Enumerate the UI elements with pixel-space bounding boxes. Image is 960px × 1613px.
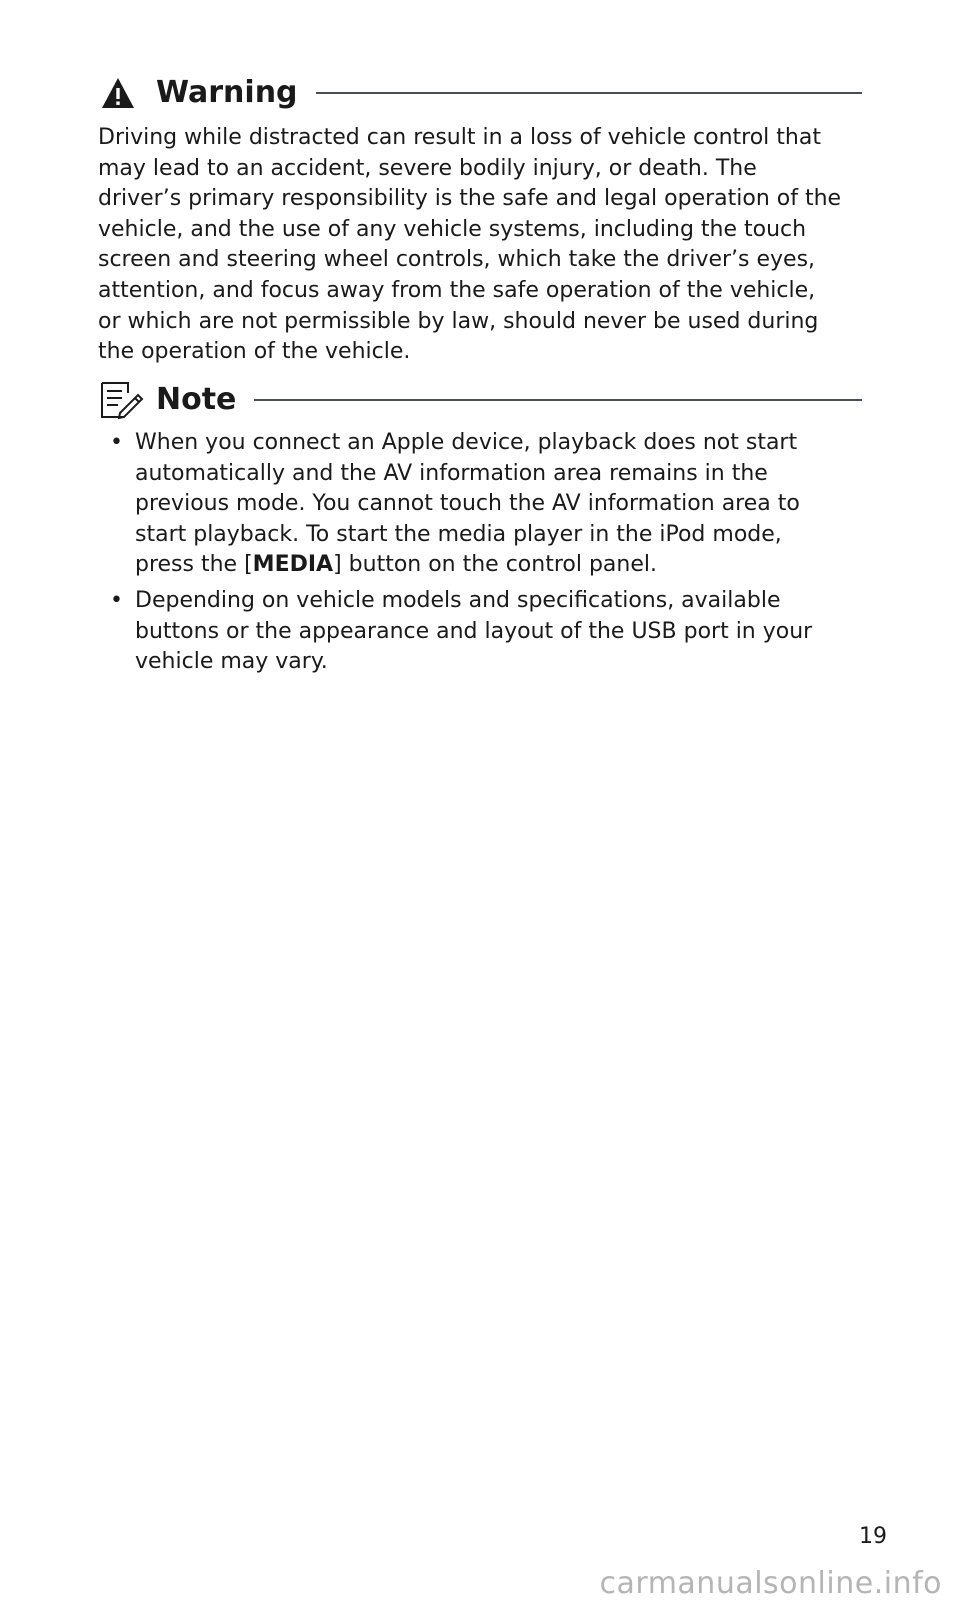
note-pencil-icon bbox=[98, 377, 144, 423]
warning-body: Driving while distracted can result in a loss of vehicle control that may lead to an accident, severe bodily injury, or death. The driver’s primary responsibility is the safe and legal operation of the vehicle, and the use of any vehicle systems, including the touch screen and steering wheel controls, which take the driver’s eyes, attention, and focus away from the safe operation of the vehicle, or which are not permissible by law, should never be used during the operation of the vehicle. bbox=[98, 125, 842, 365]
warning-title: Warning bbox=[156, 75, 298, 110]
note-item bbox=[98, 428, 842, 581]
media-button-label: MEDIA bbox=[252, 552, 334, 578]
warning-header bbox=[98, 70, 862, 116]
warning-divider bbox=[316, 92, 862, 94]
bullet-icon: • bbox=[110, 430, 123, 455]
note-item-text: When you connect an Apple device, playback does not start automatically and the AV information area remains in the previous mode. You cannot touch the AV information area to start playback. To start the media player in the iPod mode, press the [ bbox=[135, 430, 800, 578]
note-header bbox=[98, 377, 862, 423]
note-list bbox=[98, 428, 842, 683]
bullet-icon: • bbox=[110, 587, 123, 613]
page-number: 19 bbox=[859, 1524, 887, 1549]
note-item-text: ] button on the control panel. bbox=[333, 552, 657, 578]
warning-triangle-icon bbox=[98, 70, 144, 116]
note-item-text: Depending on vehicle models and specifications, available buttons or the appearance and layout of the USB port in your vehicle may vary. bbox=[135, 587, 813, 675]
watermark: carmanualsonline.info bbox=[599, 1566, 942, 1601]
note-item bbox=[98, 586, 842, 678]
note-divider bbox=[254, 399, 862, 401]
note-title: Note bbox=[156, 382, 237, 417]
